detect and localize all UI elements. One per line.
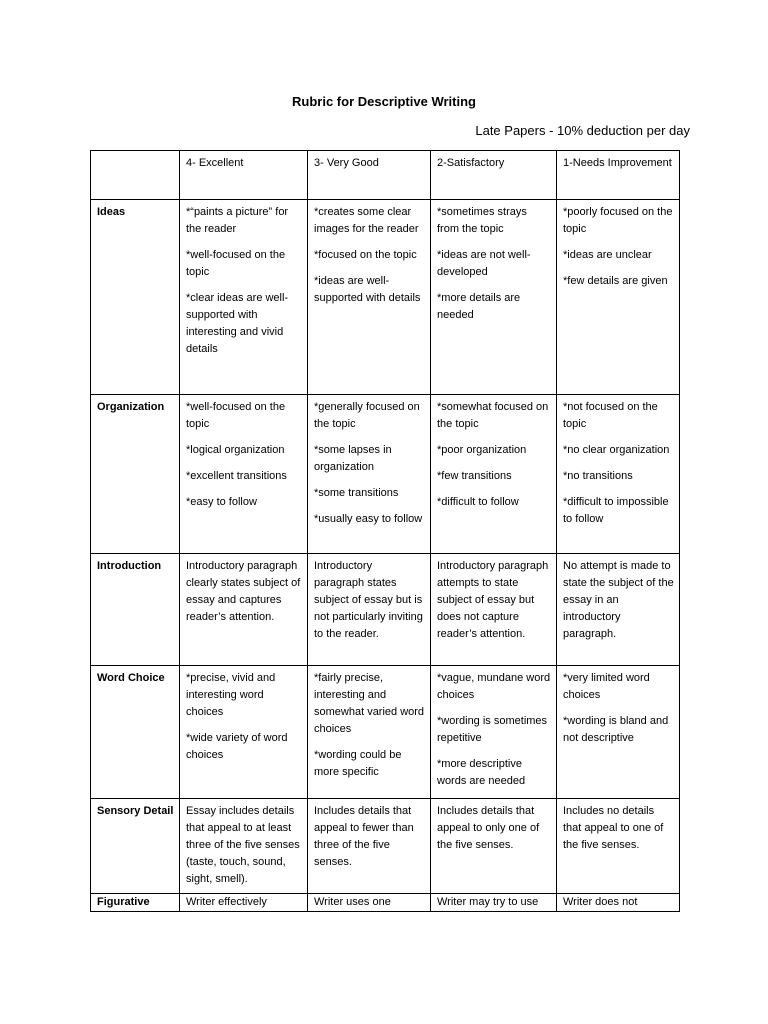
cell-organization-satisfactory [431,395,557,554]
cell-text: Includes details that appeal to only one of the five senses. [437,805,540,851]
row-label-sensory-detail: Sensory Detail [91,799,180,894]
cell-figurative-excellent [180,894,308,912]
header-excellent: 4- Excellent [180,151,308,200]
cell-introduction-excellent [180,554,308,666]
header-very-good: 3- Very Good [308,151,431,200]
header-row [91,151,680,200]
row-label-ideas: Ideas [91,200,180,395]
cell-sensory-detail-needs-improvement [557,799,680,894]
table-row [91,799,680,894]
cell-text: *few transitions [437,470,512,482]
cell-text: *sometimes strays from the topic [437,206,527,235]
cell-text: Introductory paragraph states subject of essay but is not particularly inviting to the reader. [314,560,423,640]
cell-sensory-detail-excellent [180,799,308,894]
cell-text: *wording could be more specific [314,749,402,778]
cell-word-choice-needs-improvement [557,666,680,799]
cell-text: *some lapses in organization [314,444,392,473]
cell-text: Introductory paragraph clearly states subject of essay and captures reader’s attention. [186,560,301,623]
cell-sensory-detail-very-good [308,799,431,894]
cell-text: *wording is sometimes repetitive [437,715,548,744]
cell-text: Writer does not [563,896,638,908]
cell-text: Writer effectively [186,896,267,908]
cell-text: *poor organization [437,444,527,456]
cell-text: *excellent transitions [186,470,287,482]
header-corner-cell [91,151,180,200]
cell-ideas-excellent [180,200,308,395]
cell-text: *creates some clear images for the reader [314,206,419,235]
cell-text: *fairly precise, interesting and somewhat varied word choices [314,672,425,735]
table-row [91,666,680,799]
cell-introduction-needs-improvement [557,554,680,666]
cell-text: Includes no details that appeal to one of the five senses. [563,805,664,851]
row-label-word-choice: Word Choice [91,666,180,799]
cell-text: Writer may try to use [437,896,539,908]
table-row [91,200,680,395]
cell-text: *difficult to impossible to follow [563,496,669,525]
late-papers-note: Late Papers - 10% deduction per day [475,123,690,138]
cell-figurative-very-good [308,894,431,912]
cell-text: *very limited word choices [563,672,650,701]
row-label-organization: Organization [91,395,180,554]
cell-text: *more details are needed [437,292,521,321]
cell-organization-excellent [180,395,308,554]
cell-text: *wide variety of word choices [186,732,288,761]
table-row [91,554,680,666]
cell-text: *generally focused on the topic [314,401,420,430]
cell-text: *precise, vivid and interesting word choices [186,672,276,718]
cell-figurative-satisfactory [431,894,557,912]
cell-text: *wording is bland and not descriptive [563,715,669,744]
cell-text: *logical organization [186,444,285,456]
cell-text: *some transitions [314,487,399,499]
header-needs-improvement: 1-Needs Improvement [557,151,680,200]
cell-text: *focused on the topic [314,249,417,261]
cell-text: *more descriptive words are needed [437,758,526,787]
cell-text: *not focused on the topic [563,401,658,430]
header-satisfactory: 2-Satisfactory [431,151,557,200]
cell-text: *vague, mundane word choices [437,672,551,701]
cell-text: *well-focused on the topic [186,401,286,430]
cell-text: Writer uses one [314,896,391,908]
table-row [91,894,680,912]
row-label-figurative: Figurative [91,894,180,912]
cell-text: *few details are given [563,275,668,287]
cell-text: *ideas are well-supported with details [314,275,421,304]
cell-text: *no clear organization [563,444,670,456]
cell-text: *poorly focused on the topic [563,206,673,235]
cell-text: *ideas are not well-developed [437,249,531,278]
cell-text: *easy to follow [186,496,257,508]
cell-text: *difficult to follow [437,496,519,508]
cell-sensory-detail-satisfactory [431,799,557,894]
cell-word-choice-very-good [308,666,431,799]
cell-organization-very-good [308,395,431,554]
cell-text: *“paints a picture” for the reader [186,206,289,235]
cell-text: Introductory paragraph attempts to state subject of essay but does not capture reader’s attention. [437,560,549,640]
cell-text: Includes details that appeal to fewer than three of the five senses. [314,805,414,868]
document-title: Rubric for Descriptive Writing [292,94,476,109]
cell-organization-needs-improvement [557,395,680,554]
cell-text: *usually easy to follow [314,513,423,525]
cell-text: *ideas are unclear [563,249,652,261]
cell-text: *somewhat focused on the topic [437,401,549,430]
row-label-introduction: Introduction [91,554,180,666]
cell-text: *no transitions [563,470,633,482]
cell-word-choice-satisfactory [431,666,557,799]
cell-text: Essay includes details that appeal to at least three of the five senses (taste, touch, sound, sight, smell). [186,805,300,885]
table-row [91,395,680,554]
cell-ideas-satisfactory [431,200,557,395]
cell-ideas-needs-improvement [557,200,680,395]
cell-text: *well-focused on the topic [186,249,286,278]
rubric-table [90,150,680,912]
cell-introduction-very-good [308,554,431,666]
cell-introduction-satisfactory [431,554,557,666]
cell-ideas-very-good [308,200,431,395]
cell-text: *clear ideas are well-supported with interesting and vivid details [186,292,289,355]
cell-text: No attempt is made to state the subject of the essay in an introductory paragraph. [563,560,674,640]
cell-figurative-needs-improvement [557,894,680,912]
cell-word-choice-excellent [180,666,308,799]
